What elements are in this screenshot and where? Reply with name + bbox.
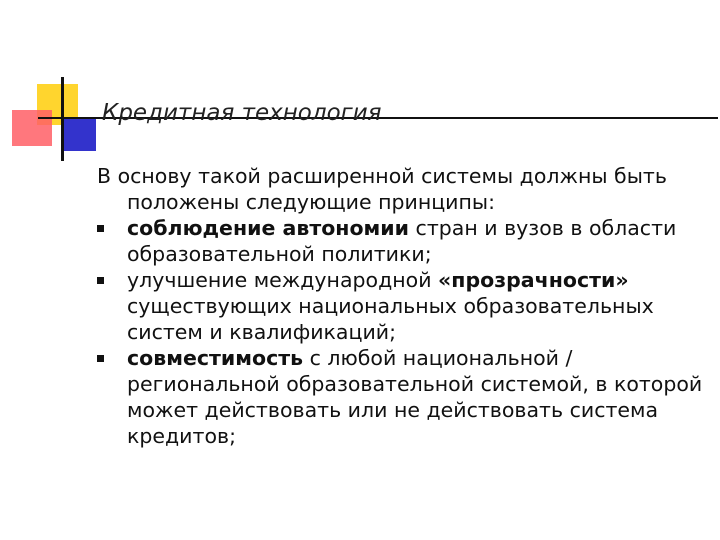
list-item-bold: соблюдение автономии: [127, 216, 410, 240]
list-item: [97, 215, 705, 267]
list-item-prefix: улучшение международной: [127, 268, 439, 292]
decor-vertical-line: [61, 77, 64, 161]
list-item: [97, 267, 705, 345]
list-item-text: существующих национальных образовательных систем и квалификаций;: [127, 294, 654, 344]
slide-title: Кредитная технология: [102, 100, 382, 126]
principles-list: [97, 215, 705, 449]
decor-red-square: [12, 110, 52, 146]
list-item: [97, 345, 705, 449]
list-item-text: стран и вузов в области образовательной политики;: [127, 216, 677, 266]
list-item-bold: «прозрачности»: [438, 268, 629, 292]
bullet-square-icon: [97, 355, 104, 362]
decor-blue-square: [62, 118, 96, 151]
list-item-bold: совместимость: [127, 346, 304, 370]
bullet-square-icon: [97, 225, 104, 232]
list-item-text: с любой национальной /региональной образовательной системой, в которой может действовать или не действовать система кредитов;: [127, 346, 703, 448]
intro-paragraph: В основу такой расширенной системы должны быть положены следующие принципы:: [97, 164, 667, 214]
bullet-square-icon: [97, 277, 104, 284]
slide-body: [97, 163, 705, 449]
